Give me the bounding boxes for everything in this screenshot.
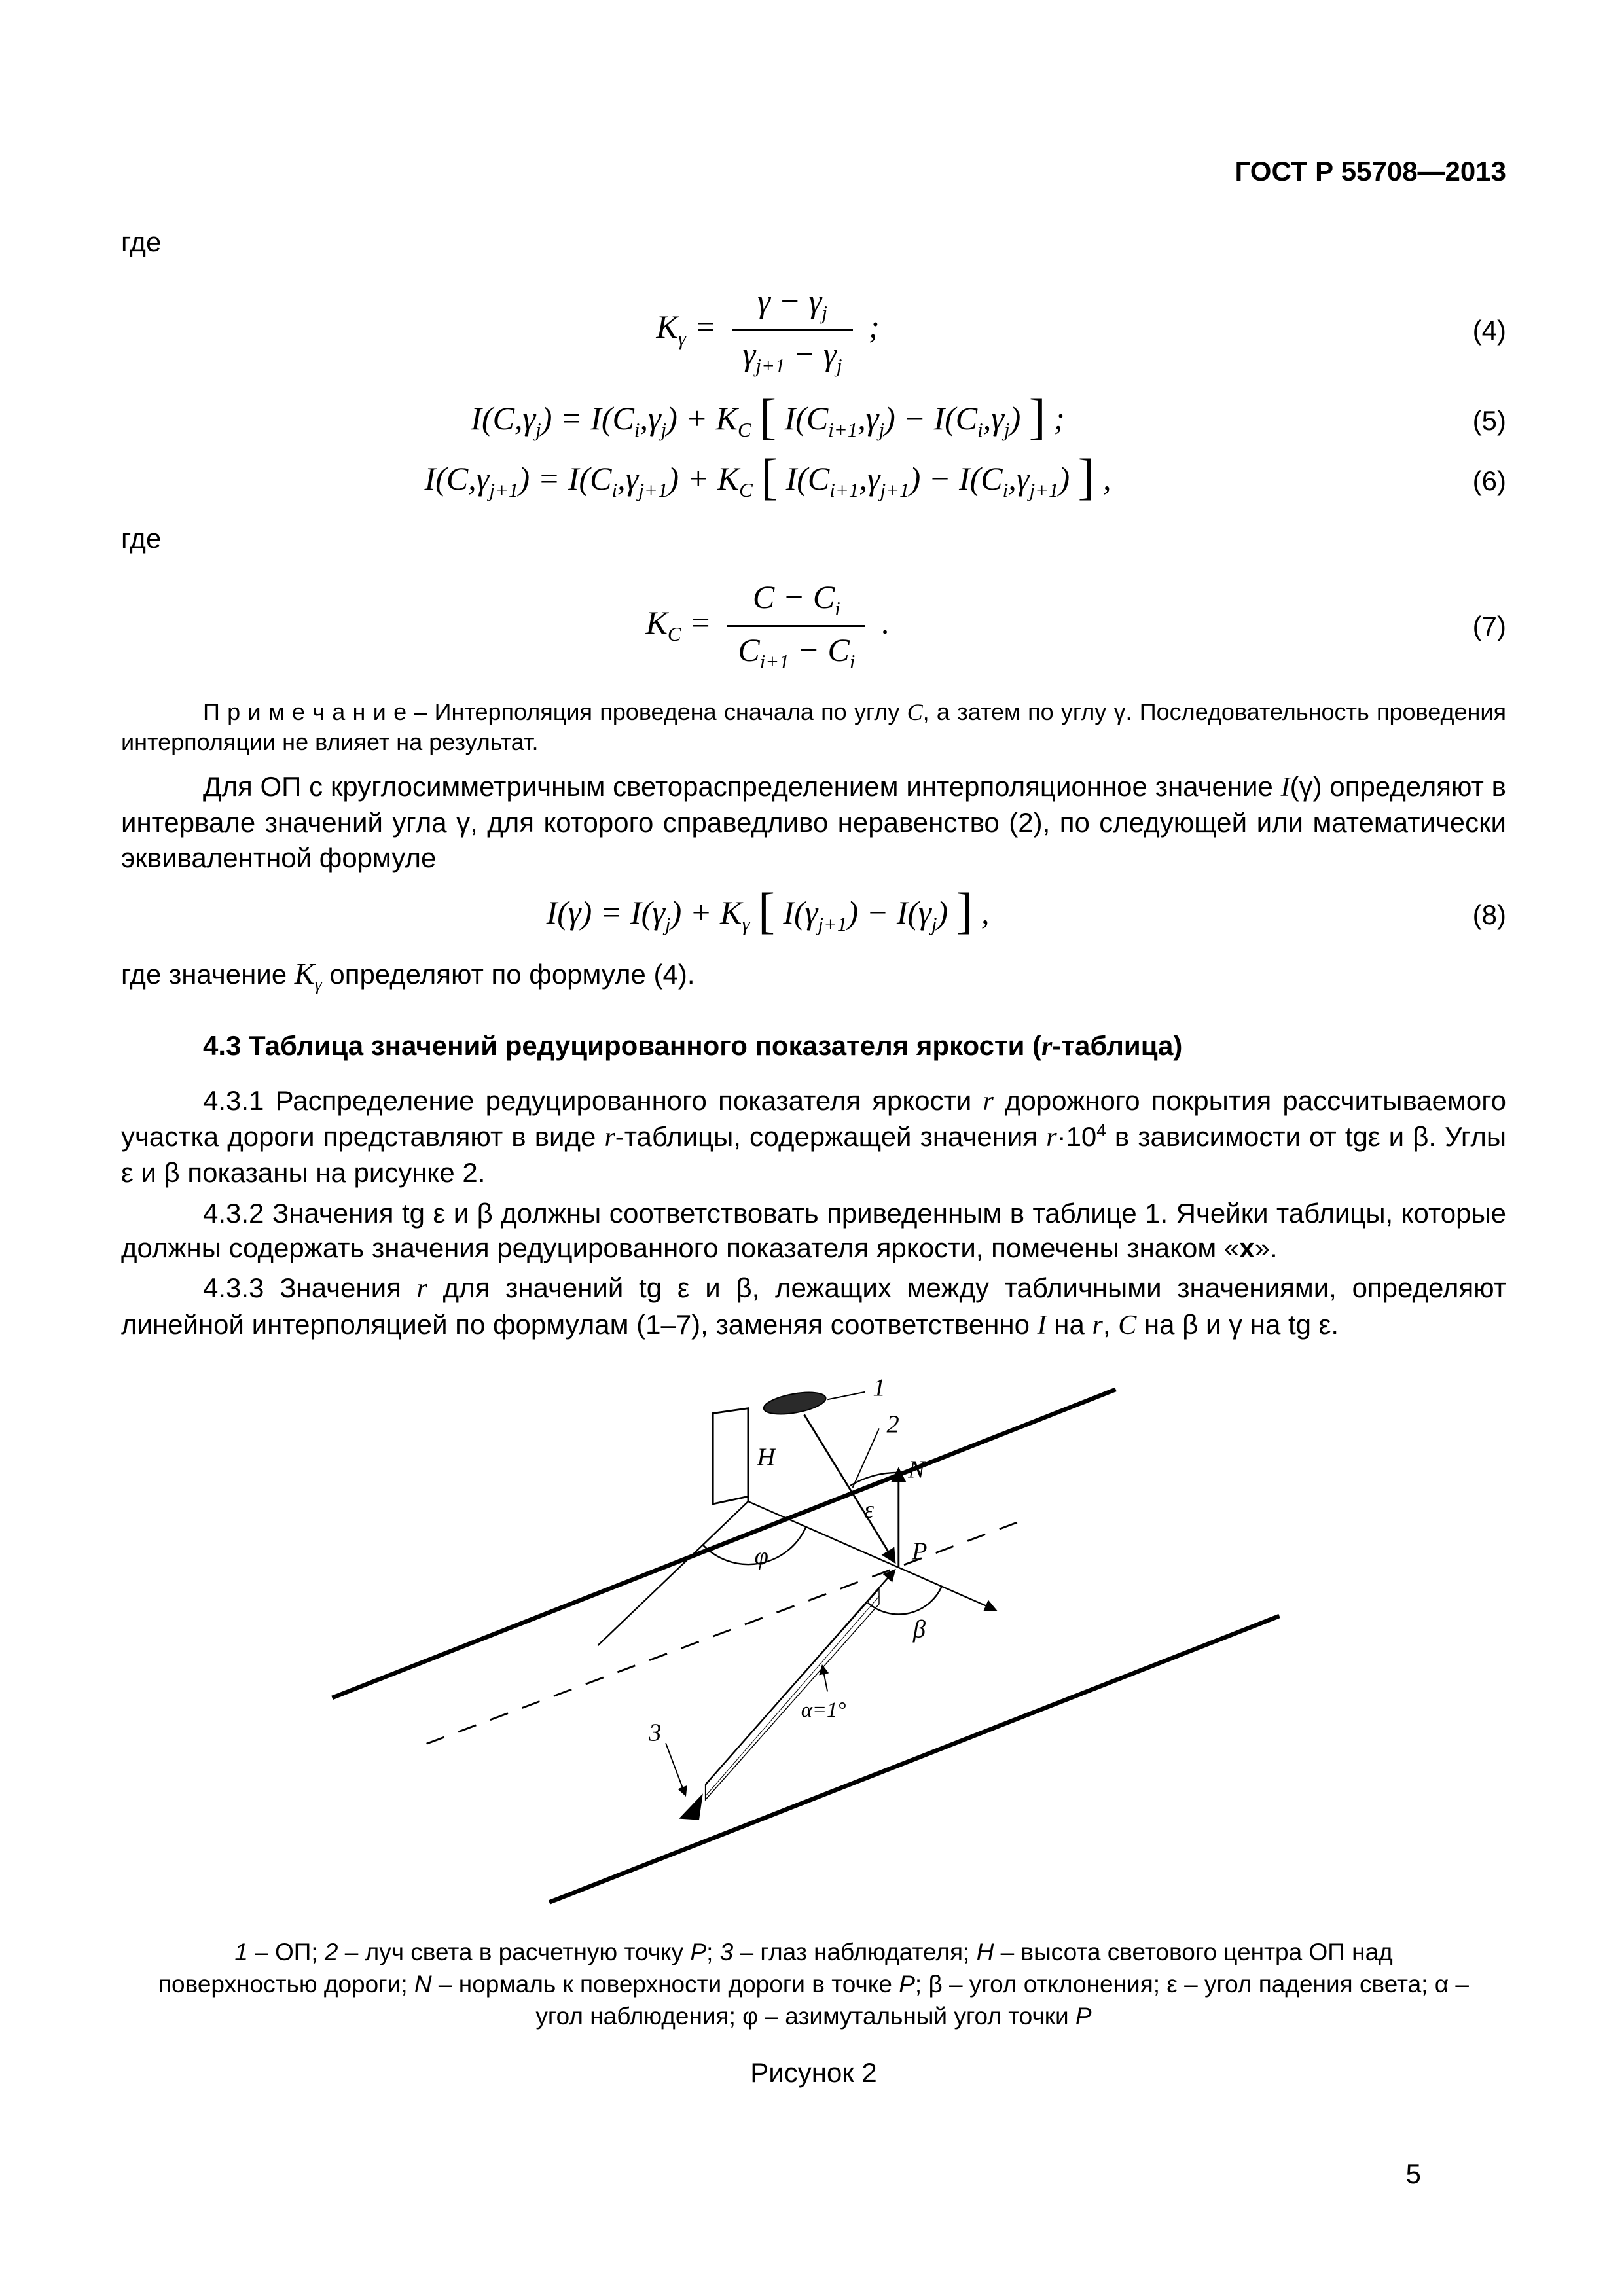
figure-caption: 1 – ОП; 2 – луч света в расчетную точку Р; 3 – глаз наблюдателя; Н – высота светового центра ОП над поверхностью дороги; N – нормаль к поверхности дороги в точке Р; β – угол отклонения; ε – угол падения света; α – угол наблюдения; φ – азимутальный угол точки Р <box>158 1939 1469 2030</box>
formula-7-expression: $K_C$ = $\frac{C - C_i}{C_{i+1} - C_i}$ . <box>645 579 890 673</box>
figure-2-drawing <box>323 1371 1305 1912</box>
figure-2 <box>121 1371 1506 1920</box>
paragraph-circular-symmetric: Для ОП с круглосимметричным светораспределением интерполяционное значение I(γ) определяют в интервале значений угла γ, для которого справедливо неравенство (2), по следующей или математически эквивалентной формуле <box>121 770 1506 873</box>
leader-line-3 <box>666 1743 685 1795</box>
figure-label-beta: β <box>912 1615 926 1643</box>
formula-6 <box>121 448 1506 505</box>
light-ray-line <box>804 1414 895 1561</box>
observation-plane-hatch <box>706 1589 879 1800</box>
alpha-leader-arrow <box>822 1666 827 1691</box>
formula-4-expression: $K_\gamma$ = $\frac{\gamma - \gamma_j}{\gamma_{j+1} - \gamma_j}$ ; <box>656 282 880 377</box>
figure-label-1: 1 <box>873 1374 886 1402</box>
paragraph-4-3-3: 4.3.3 Значения r для значений tg ε и β, лежащих между табличными значениями, определяют линейной интерполяцией по формулам (1–7), заменяя соответственно I на r, С на β и γ на tg ε. <box>121 1272 1506 1340</box>
formula-7 <box>121 578 1506 674</box>
phi-reference-line <box>598 1501 748 1645</box>
observer-eye-icon <box>679 1793 703 1820</box>
figure-label-2: 2 <box>886 1410 899 1439</box>
formula-8-number: (8) <box>1472 899 1506 931</box>
sight-line <box>706 1571 894 1785</box>
where-label-1: где <box>121 226 162 258</box>
figure-label-H: H <box>757 1443 776 1471</box>
formula-6-number: (6) <box>1472 465 1506 497</box>
formula-5-expression: $I(C,\gamma_j) = I(C_i,\gamma_j) + K_C$ [ $I(C_{i+1},\gamma_j) - I(C_i,\gamma_j)$ ] ; <box>471 388 1065 445</box>
formula-6-expression: $I(C,\gamma_{j+1}) = I(C_i,\gamma_{j+1}) + K_C$ [ $I(C_{i+1},\gamma_{j+1}) - I(C_i,\gamma_{j+1})$ ] , <box>424 448 1111 505</box>
page-number: 5 <box>1405 2158 1421 2189</box>
figure-label-N: N <box>908 1456 925 1484</box>
formula-5 <box>121 388 1506 445</box>
paragraph-4-3-1: 4.3.1 Распределение редуцированного показателя яркости r дорожного покрытия рассчитываемого участка дороги представляют в виде r-таблицы, содержащей значения $r\cdot 10^4$ в зависимости от tgε и β. Углы ε и β показаны на рисунке 2. <box>121 1085 1507 1189</box>
formula-8-expression: $I(\gamma) = I(\gamma_j) + K_\gamma$ [ $I(\gamma_{j+1}) - I(\gamma_j)$ ] , <box>546 882 990 939</box>
where-label-2: где <box>121 523 162 554</box>
figure-label-epsilon: ε <box>863 1496 875 1524</box>
figure-label-P: P <box>912 1537 928 1566</box>
formula-4 <box>121 282 1506 378</box>
formula-7-number: (7) <box>1472 611 1506 642</box>
note-paragraph: П р и м е ч а н и е – Интерполяция проведена сначала по углу С, а затем по углу γ. Последовательность проведения интерполяции не влияет на результат. <box>121 698 1506 756</box>
doc-number: ГОСТ Р 55708—2013 <box>1235 156 1506 187</box>
leader-line-1 <box>827 1392 865 1400</box>
luminaire-head <box>762 1389 827 1418</box>
paragraph-gde-value: где значение $K_\gamma$ определяют по формуле (4). <box>121 957 695 996</box>
luminaire-panel <box>713 1408 748 1504</box>
road-edge-lower <box>549 1616 1279 1903</box>
section-heading-4-3: 4.3 Таблица значений редуцированного показателя яркости (r-таблица) <box>203 1030 1183 1062</box>
formula-8 <box>121 882 1506 939</box>
road-centerline-dashed <box>427 1518 1028 1744</box>
formula-5-number: (5) <box>1472 405 1506 437</box>
figure-label-alpha: α=1° <box>801 1698 846 1722</box>
figure-label-phi: φ <box>754 1543 768 1571</box>
figure-title: Рисунок 2 <box>750 2056 877 2088</box>
figure-label-3: 3 <box>649 1719 662 1747</box>
formula-4-number: (4) <box>1472 314 1506 346</box>
paragraph-4-3-2: 4.3.2 Значения tg ε и β должны соответствовать приведенным в таблице 1. Ячейки таблицы, которые должны содержать значения редуцированного показателя яркости, помечены знаком «х». <box>121 1197 1506 1264</box>
